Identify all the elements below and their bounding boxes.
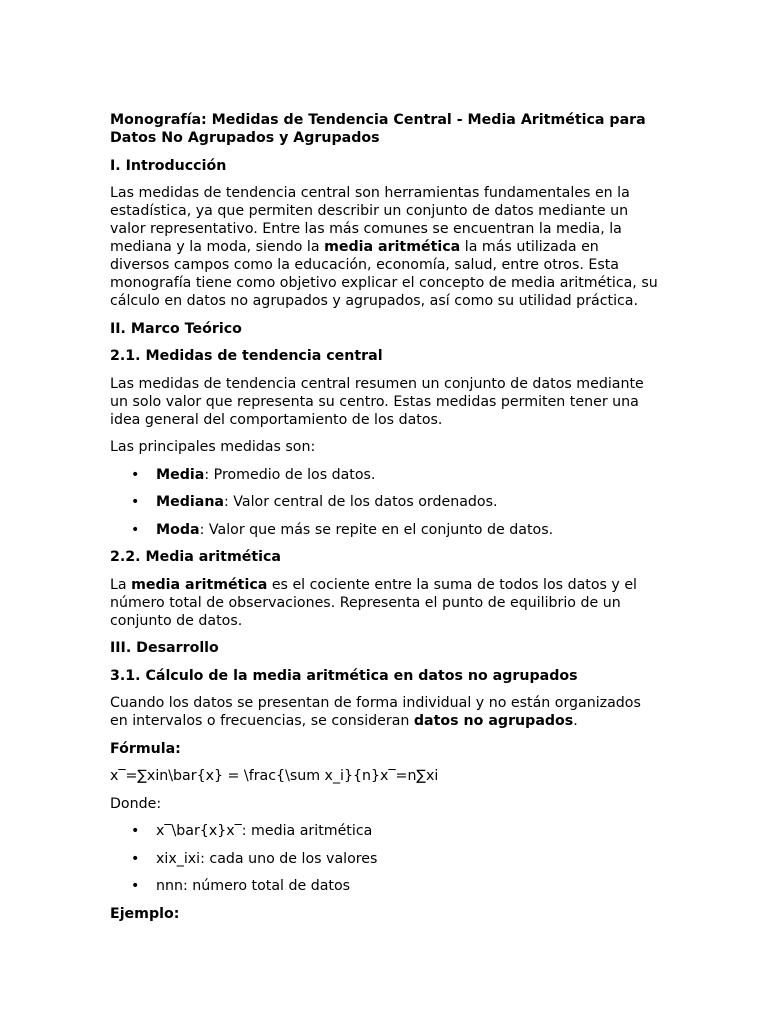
intro-text-bold: media aritmética	[324, 239, 461, 255]
measures-list	[110, 466, 662, 539]
section-heading-marco-teorico: II. Marco Teórico	[110, 320, 242, 337]
paragraph-3-1	[110, 694, 662, 730]
list-item: • nnn: número total de datos	[110, 877, 662, 895]
paragraph-2-2	[110, 576, 662, 630]
document-page	[110, 111, 662, 932]
document-title: Monografía: Medidas de Tendencia Central - Media Aritmética para Datos No Agrupados y Agrupados	[110, 112, 646, 146]
s22-text-bold: media aritmética	[131, 576, 268, 593]
intro-text-a: Las medidas de tendencia central son herramientas fundamentales en la estadística, ya que permiten describir un conjunto de datos mediante un valor representativo. Entre las más comunes se encuentran la media, la mediana y la moda, siendo la	[110, 185, 630, 255]
subsection-heading-2-2: 2.2. Media aritmética	[110, 549, 281, 565]
intro-text-b: la más utilizada en diversos campos como la educación, economía, salud, entre otros. Esta monografía tiene como objetivo explicar el concepto de media aritmética, su cálculo en datos no agrupados y agrupados, así como su utilidad práctica.	[110, 239, 658, 309]
list-item: • xix_ixi: cada uno de los valores	[110, 850, 662, 868]
subsection-heading-2-1: 2.1. Medidas de tendencia central	[110, 348, 383, 364]
variables-list	[110, 822, 662, 895]
measure-desc: : Valor que más se repite en el conjunto de datos.	[199, 521, 554, 538]
subsection-heading-3-1: 3.1. Cálculo de la media aritmética en datos no agrupados	[110, 667, 578, 684]
intro-paragraph	[110, 184, 662, 310]
s31-text-a: Cuando los datos se presentan de forma individual y no están organizados en intervalos o frecuencias, se consideran	[110, 695, 641, 729]
formula-text: x‾=∑xin\bar{x} = \frac{\sum x_i}{n}x‾=n∑xi	[110, 768, 439, 784]
measure-desc: : Promedio de los datos.	[204, 466, 376, 483]
list-item	[110, 493, 662, 511]
measure-desc: : Valor central de los datos ordenados.	[224, 494, 498, 510]
s31-text-b: .	[573, 713, 578, 729]
section-heading-introduccion: I. Introducción	[110, 157, 227, 174]
s22-text-a: La	[110, 576, 132, 593]
measure-term: Mediana	[156, 494, 225, 510]
list-item	[110, 521, 662, 539]
paragraph-principales-medidas: Las principales medidas son:	[110, 439, 316, 455]
s22-text-b: es el cociente entre la suma de todos los datos y el número total de observaciones. Representa el punto de equilibrio de un conjunto de datos.	[110, 576, 637, 629]
s31-text-bold: datos no agrupados	[413, 713, 574, 729]
list-item: • x‾\bar{x}x‾: media aritmética	[110, 822, 662, 840]
ejemplo-label: Ejemplo:	[110, 905, 180, 922]
section-heading-desarrollo: III. Desarrollo	[110, 640, 219, 656]
measure-term: Media	[156, 466, 205, 483]
donde-label: Donde:	[110, 795, 162, 812]
paragraph-2-1: Las medidas de tendencia central resumen un conjunto de datos mediante un solo valor que representa su centro. Estas medidas permiten tener una idea general del comportamiento de los datos.	[110, 375, 644, 428]
formula-label: Fórmula:	[110, 740, 181, 757]
measure-term: Moda	[156, 521, 200, 538]
list-item	[110, 466, 662, 484]
